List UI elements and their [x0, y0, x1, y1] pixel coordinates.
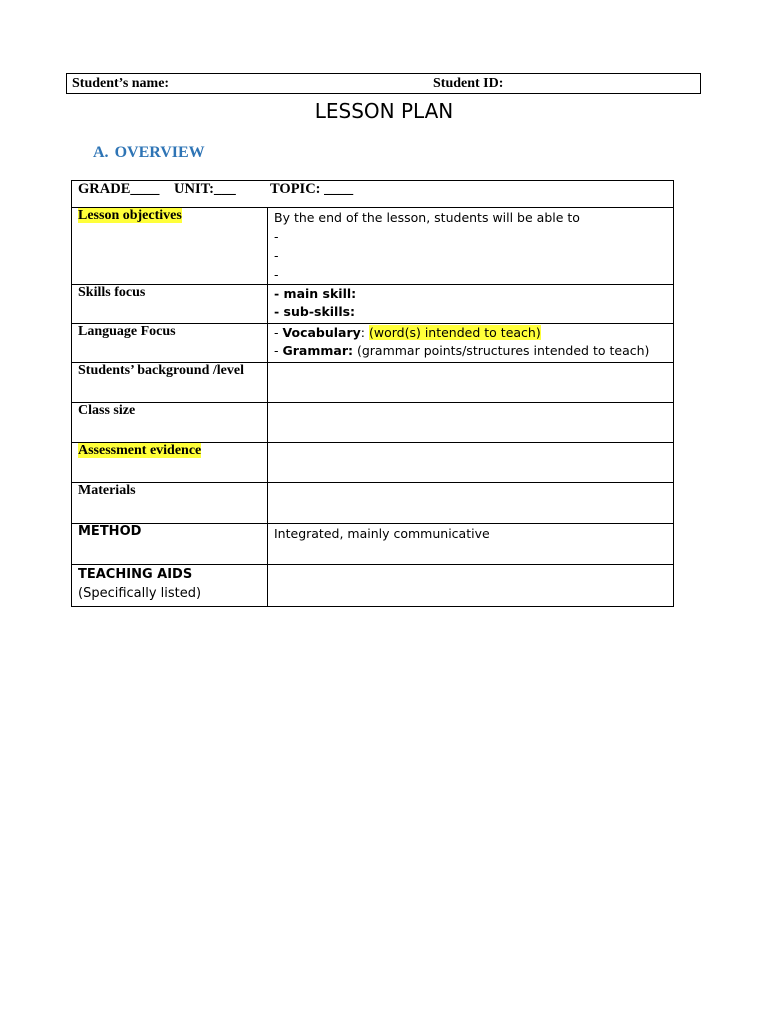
- table-row: [72, 524, 674, 565]
- student-name-label: Student’s name:: [72, 76, 170, 91]
- vocab-prefix: -: [274, 325, 283, 340]
- table-row: [72, 363, 674, 403]
- section-heading: [93, 144, 205, 162]
- vocab-value: (word(s) intended to teach): [368, 325, 541, 340]
- objectives-label: Lesson objectives: [78, 208, 182, 223]
- objectives-value-cell: [268, 208, 674, 285]
- table-row: [72, 565, 674, 607]
- table-row: [72, 208, 674, 285]
- grade-field: GRADE____: [78, 181, 160, 197]
- assessment-label-cell: [72, 443, 268, 483]
- main-skill: - main skill:: [274, 286, 357, 301]
- table-row: [72, 285, 674, 324]
- table-row: [72, 403, 674, 443]
- sub-skills: - sub-skills:: [274, 304, 356, 319]
- vocab-label: Vocabulary: [282, 325, 361, 340]
- method-value: Integrated, mainly communicative: [268, 524, 674, 565]
- skills-value-cell: [268, 285, 674, 324]
- objective-bullet: -: [274, 267, 279, 282]
- vocab-sep: :: [360, 325, 369, 340]
- vocabulary-line: [274, 324, 667, 342]
- background-value: [268, 363, 674, 403]
- teaching-aids-label-cell: [72, 565, 268, 607]
- grammar-prefix: -: [274, 343, 283, 358]
- grammar-value: (grammar points/structures intended to teach): [353, 343, 650, 358]
- header-cell: [72, 181, 674, 208]
- teaching-aids-note: (Specifically listed): [78, 586, 202, 601]
- teaching-aids-label: TEACHING AIDS: [78, 567, 193, 582]
- method-label: METHOD: [72, 524, 268, 565]
- class-size-value: [268, 403, 674, 443]
- background-label: Students’ background /level: [72, 363, 268, 403]
- objective-bullet: -: [274, 229, 279, 244]
- grammar-line: [274, 342, 667, 360]
- teaching-aids-value: [268, 565, 674, 607]
- objectives-label-cell: [72, 208, 268, 285]
- objectives-intro: By the end of the lesson, students will be able to: [274, 210, 580, 225]
- language-value-cell: [268, 324, 674, 363]
- table-row: [72, 443, 674, 483]
- overview-table: [71, 180, 674, 607]
- assessment-value: [268, 443, 674, 483]
- unit-field: UNIT:___: [174, 181, 236, 197]
- objective-bullet: -: [274, 248, 279, 263]
- language-label: Language Focus: [72, 324, 268, 363]
- assessment-label: Assessment evidence: [78, 443, 202, 458]
- class-size-label: Class size: [72, 403, 268, 443]
- student-id-label: Student ID:: [433, 76, 504, 91]
- materials-label: Materials: [72, 483, 268, 524]
- table-row: [72, 483, 674, 524]
- topic-field: TOPIC: ____: [270, 181, 354, 197]
- table-row: [72, 324, 674, 363]
- page-title: LESSON PLAN: [314, 99, 454, 123]
- student-info-box: [66, 73, 701, 94]
- section-number: A.: [93, 144, 109, 161]
- section-title: OVERVIEW: [114, 144, 205, 161]
- skills-label: Skills focus: [72, 285, 268, 324]
- grammar-label: Grammar:: [282, 343, 353, 358]
- materials-value: [268, 483, 674, 524]
- table-header-row: [72, 181, 674, 208]
